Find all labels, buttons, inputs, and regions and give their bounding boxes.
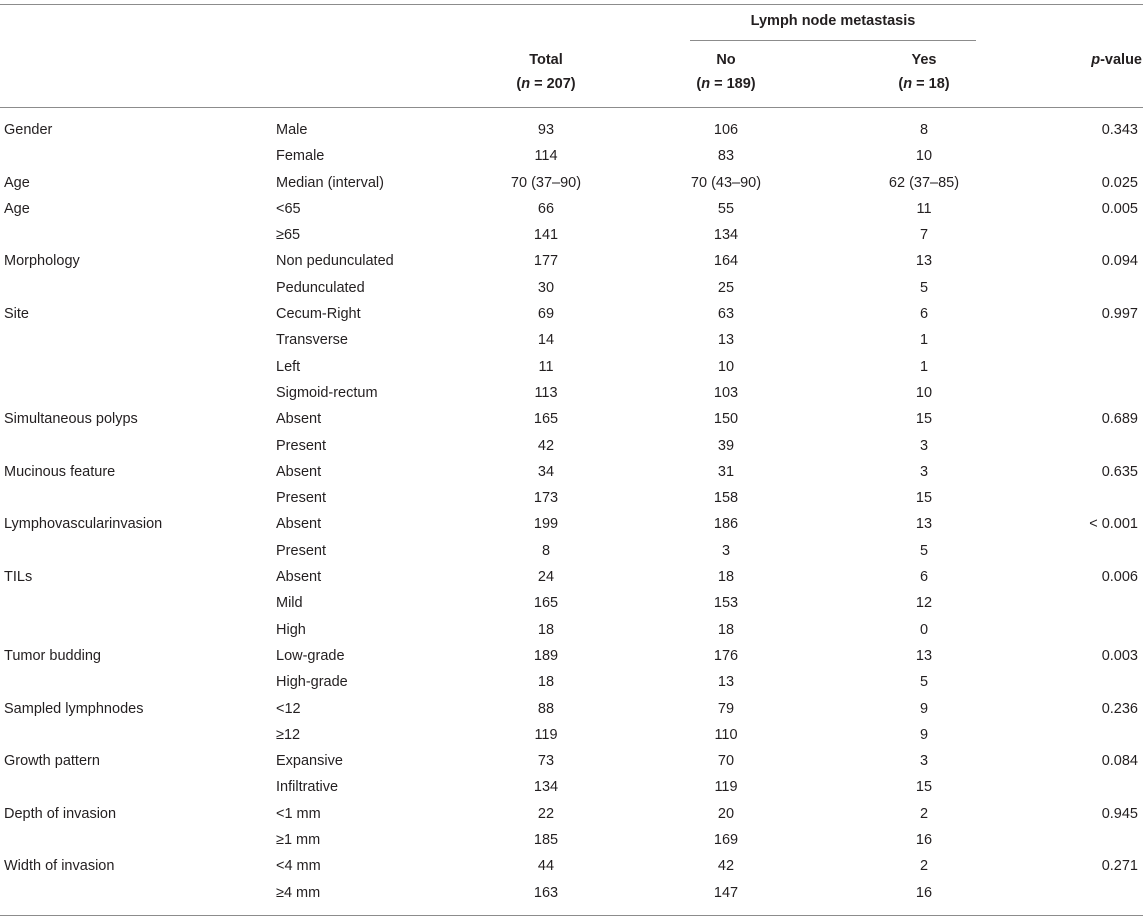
row-p-value: 0.006 bbox=[1101, 569, 1138, 586]
row-category: Absent bbox=[276, 569, 322, 586]
row-total: 165 bbox=[533, 595, 559, 612]
table-row bbox=[0, 880, 1143, 906]
table-row bbox=[0, 617, 1143, 643]
header-rule bbox=[0, 107, 1143, 108]
top-rule bbox=[0, 4, 1143, 5]
row-yes: 15 bbox=[915, 411, 933, 428]
header-total-label: Total bbox=[529, 52, 563, 68]
table-row bbox=[0, 117, 1143, 143]
row-variable: Growth pattern bbox=[4, 753, 100, 770]
row-no: 134 bbox=[713, 227, 739, 244]
row-category: Male bbox=[276, 122, 308, 138]
row-total: 22 bbox=[537, 805, 555, 822]
row-p-value: 0.084 bbox=[1101, 753, 1138, 770]
header-span-rule bbox=[690, 40, 976, 41]
row-category: <65 bbox=[276, 200, 301, 217]
table-row bbox=[0, 380, 1143, 406]
row-variable: Depth of invasion bbox=[4, 805, 117, 822]
row-no: 70 (43–90) bbox=[690, 174, 762, 191]
header-no-n: (n = 189) bbox=[696, 76, 756, 92]
table-row bbox=[0, 433, 1143, 459]
row-total: 18 bbox=[537, 621, 555, 638]
table-row bbox=[0, 696, 1143, 722]
header-lymph-node-metastasis: Lymph node metastasis bbox=[750, 13, 916, 29]
header-yes-label: Yes bbox=[911, 52, 937, 68]
row-no: 83 bbox=[717, 148, 735, 165]
row-no: 103 bbox=[713, 384, 739, 401]
row-category: <12 bbox=[276, 700, 301, 717]
row-total: 11 bbox=[538, 358, 554, 375]
row-total: 93 bbox=[537, 122, 555, 138]
row-category: Present bbox=[276, 437, 326, 454]
row-total: 189 bbox=[533, 647, 559, 664]
row-no: 176 bbox=[713, 647, 739, 664]
row-yes: 1 bbox=[919, 358, 929, 375]
row-category: <4 mm bbox=[276, 858, 321, 875]
row-no: 169 bbox=[713, 832, 739, 849]
row-no: 186 bbox=[713, 516, 739, 533]
row-category: ≥65 bbox=[276, 227, 301, 244]
row-total: 24 bbox=[537, 569, 555, 586]
row-total: 177 bbox=[533, 253, 559, 270]
row-variable: Gender bbox=[4, 122, 53, 138]
row-variable: Sampled lymphnodes bbox=[4, 700, 144, 717]
row-yes: 62 (37–85) bbox=[888, 174, 960, 191]
row-yes: 3 bbox=[919, 753, 929, 770]
row-no: 18 bbox=[717, 621, 735, 638]
header-no-label: No bbox=[716, 52, 736, 68]
table-row bbox=[0, 801, 1143, 827]
row-category: Non pedunculated bbox=[276, 253, 394, 270]
row-category: Left bbox=[276, 358, 301, 375]
row-category: Transverse bbox=[276, 332, 348, 349]
row-no: 20 bbox=[717, 805, 735, 822]
table-row bbox=[0, 748, 1143, 774]
row-yes: 6 bbox=[919, 569, 929, 586]
row-no: 42 bbox=[717, 858, 735, 875]
row-no: 147 bbox=[713, 884, 739, 901]
row-variable: Width of invasion bbox=[4, 858, 115, 875]
table-row bbox=[0, 275, 1143, 301]
row-no: 106 bbox=[713, 122, 739, 138]
row-category: Absent bbox=[276, 411, 322, 428]
table-row bbox=[0, 406, 1143, 432]
row-total: 14 bbox=[537, 332, 555, 349]
row-yes: 16 bbox=[915, 884, 933, 901]
row-yes: 10 bbox=[915, 384, 933, 401]
header-p-value: p-value bbox=[1091, 52, 1142, 68]
row-yes: 1 bbox=[919, 332, 929, 349]
row-category: Absent bbox=[276, 463, 322, 480]
row-yes: 5 bbox=[919, 674, 929, 691]
row-total: 185 bbox=[533, 832, 559, 849]
table-row bbox=[0, 643, 1143, 669]
row-no: 119 bbox=[714, 779, 738, 796]
table-row bbox=[0, 853, 1143, 879]
row-total: 88 bbox=[537, 700, 555, 717]
row-total: 163 bbox=[533, 884, 559, 901]
table-row bbox=[0, 143, 1143, 169]
row-category: Median (interval) bbox=[276, 174, 384, 191]
row-yes: 9 bbox=[919, 726, 929, 743]
row-yes: 8 bbox=[919, 122, 929, 138]
table-body bbox=[0, 117, 1143, 906]
row-category: Low-grade bbox=[276, 647, 345, 664]
row-no: 150 bbox=[713, 411, 739, 428]
row-yes: 9 bbox=[919, 700, 929, 717]
table-row bbox=[0, 564, 1143, 590]
row-category: Cecum-Right bbox=[276, 306, 361, 323]
row-yes: 3 bbox=[919, 437, 929, 454]
row-p-value: < 0.001 bbox=[1089, 516, 1138, 533]
row-yes: 11 bbox=[916, 200, 932, 217]
row-total: 42 bbox=[537, 437, 555, 454]
row-yes: 5 bbox=[919, 542, 929, 559]
row-total: 30 bbox=[537, 279, 555, 296]
row-yes: 13 bbox=[915, 647, 933, 664]
row-total: 18 bbox=[537, 674, 555, 691]
row-p-value: 0.271 bbox=[1101, 858, 1138, 875]
row-no: 25 bbox=[717, 279, 735, 296]
table-row bbox=[0, 827, 1143, 853]
row-total: 165 bbox=[533, 411, 559, 428]
row-variable: Site bbox=[4, 306, 29, 323]
row-no: 79 bbox=[717, 700, 735, 717]
row-variable: TILs bbox=[4, 569, 33, 586]
row-p-value: 0.236 bbox=[1101, 700, 1138, 717]
row-yes: 3 bbox=[919, 463, 929, 480]
row-p-value: 0.343 bbox=[1101, 122, 1138, 138]
header-total-n: (n = 207) bbox=[516, 76, 576, 92]
row-yes: 12 bbox=[915, 595, 933, 612]
row-total: 173 bbox=[533, 490, 559, 507]
row-p-value: 0.025 bbox=[1101, 174, 1138, 191]
row-total: 199 bbox=[533, 516, 559, 533]
row-variable: Morphology bbox=[4, 253, 80, 270]
row-total: 73 bbox=[537, 753, 555, 770]
row-total: 141 bbox=[533, 227, 559, 244]
row-yes: 2 bbox=[919, 805, 929, 822]
table-row bbox=[0, 722, 1143, 748]
row-yes: 10 bbox=[915, 148, 933, 165]
row-category: ≥1 mm bbox=[276, 832, 321, 849]
header-yes-n: (n = 18) bbox=[898, 76, 950, 92]
row-category: Pedunculated bbox=[276, 279, 365, 296]
row-total: 66 bbox=[537, 200, 555, 217]
row-variable: Age bbox=[4, 200, 30, 217]
row-total: 34 bbox=[537, 463, 555, 480]
row-category: <1 mm bbox=[276, 805, 321, 822]
row-yes: 15 bbox=[915, 490, 933, 507]
row-yes: 0 bbox=[919, 621, 929, 638]
table-row bbox=[0, 538, 1143, 564]
row-p-value: 0.003 bbox=[1101, 647, 1138, 664]
row-no: 55 bbox=[717, 200, 735, 217]
header-no bbox=[660, 48, 792, 96]
bottom-rule bbox=[0, 915, 1143, 916]
table-row bbox=[0, 774, 1143, 800]
row-p-value: 0.945 bbox=[1101, 805, 1138, 822]
table-row bbox=[0, 196, 1143, 222]
header-total bbox=[480, 48, 612, 96]
row-yes: 16 bbox=[915, 832, 933, 849]
row-no: 158 bbox=[713, 490, 739, 507]
row-yes: 6 bbox=[919, 306, 929, 323]
row-category: Present bbox=[276, 490, 326, 507]
row-total: 134 bbox=[533, 779, 559, 796]
row-no: 39 bbox=[717, 437, 735, 454]
row-yes: 2 bbox=[919, 858, 929, 875]
row-variable: Age bbox=[4, 174, 30, 191]
table-row bbox=[0, 590, 1143, 616]
row-variable: Lymphovascularinvasion bbox=[4, 516, 163, 533]
table-row bbox=[0, 327, 1143, 353]
row-no: 63 bbox=[717, 306, 735, 323]
row-p-value: 0.635 bbox=[1101, 463, 1138, 480]
row-p-value: 0.094 bbox=[1101, 253, 1138, 270]
table-row bbox=[0, 170, 1143, 196]
row-yes: 5 bbox=[919, 279, 929, 296]
row-yes: 13 bbox=[915, 516, 933, 533]
row-p-value: 0.997 bbox=[1101, 306, 1138, 323]
row-no: 31 bbox=[717, 463, 735, 480]
table-row bbox=[0, 511, 1143, 537]
row-yes: 15 bbox=[915, 779, 933, 796]
row-total: 8 bbox=[541, 542, 551, 559]
table-row bbox=[0, 669, 1143, 695]
row-category: Present bbox=[276, 542, 326, 559]
table-row bbox=[0, 485, 1143, 511]
row-total: 114 bbox=[534, 148, 558, 165]
row-category: Female bbox=[276, 148, 325, 165]
row-variable: Tumor budding bbox=[4, 647, 101, 664]
table-row bbox=[0, 248, 1143, 274]
row-category: High-grade bbox=[276, 674, 348, 691]
row-no: 10 bbox=[717, 358, 735, 375]
row-category: Infiltrative bbox=[276, 779, 339, 796]
row-category: Sigmoid-rectum bbox=[276, 384, 378, 401]
row-no: 70 bbox=[717, 753, 735, 770]
row-variable: Simultaneous polyps bbox=[4, 411, 138, 428]
row-no: 164 bbox=[713, 253, 739, 270]
header-yes bbox=[858, 48, 990, 96]
row-category: High bbox=[276, 621, 306, 638]
row-category: Mild bbox=[276, 595, 303, 612]
row-total: 69 bbox=[537, 306, 555, 323]
row-no: 153 bbox=[713, 595, 739, 612]
row-total: 44 bbox=[537, 858, 555, 875]
row-category: ≥4 mm bbox=[276, 884, 321, 901]
table-row bbox=[0, 301, 1143, 327]
row-category: Absent bbox=[276, 516, 322, 533]
table-row bbox=[0, 354, 1143, 380]
table-row bbox=[0, 222, 1143, 248]
row-p-value: 0.005 bbox=[1101, 200, 1138, 217]
row-variable: Mucinous feature bbox=[4, 463, 116, 480]
row-total: 70 (37–90) bbox=[510, 174, 582, 191]
row-no: 13 bbox=[717, 674, 735, 691]
row-yes: 13 bbox=[915, 253, 933, 270]
row-no: 13 bbox=[717, 332, 735, 349]
row-category: ≥12 bbox=[276, 726, 301, 743]
row-no: 110 bbox=[714, 726, 738, 743]
row-no: 18 bbox=[717, 569, 735, 586]
row-total: 113 bbox=[534, 384, 558, 401]
row-category: Expansive bbox=[276, 753, 343, 770]
row-no: 3 bbox=[721, 542, 731, 559]
table-row bbox=[0, 459, 1143, 485]
row-p-value: 0.689 bbox=[1101, 411, 1138, 428]
row-yes: 7 bbox=[919, 227, 929, 244]
row-total: 119 bbox=[534, 726, 558, 743]
